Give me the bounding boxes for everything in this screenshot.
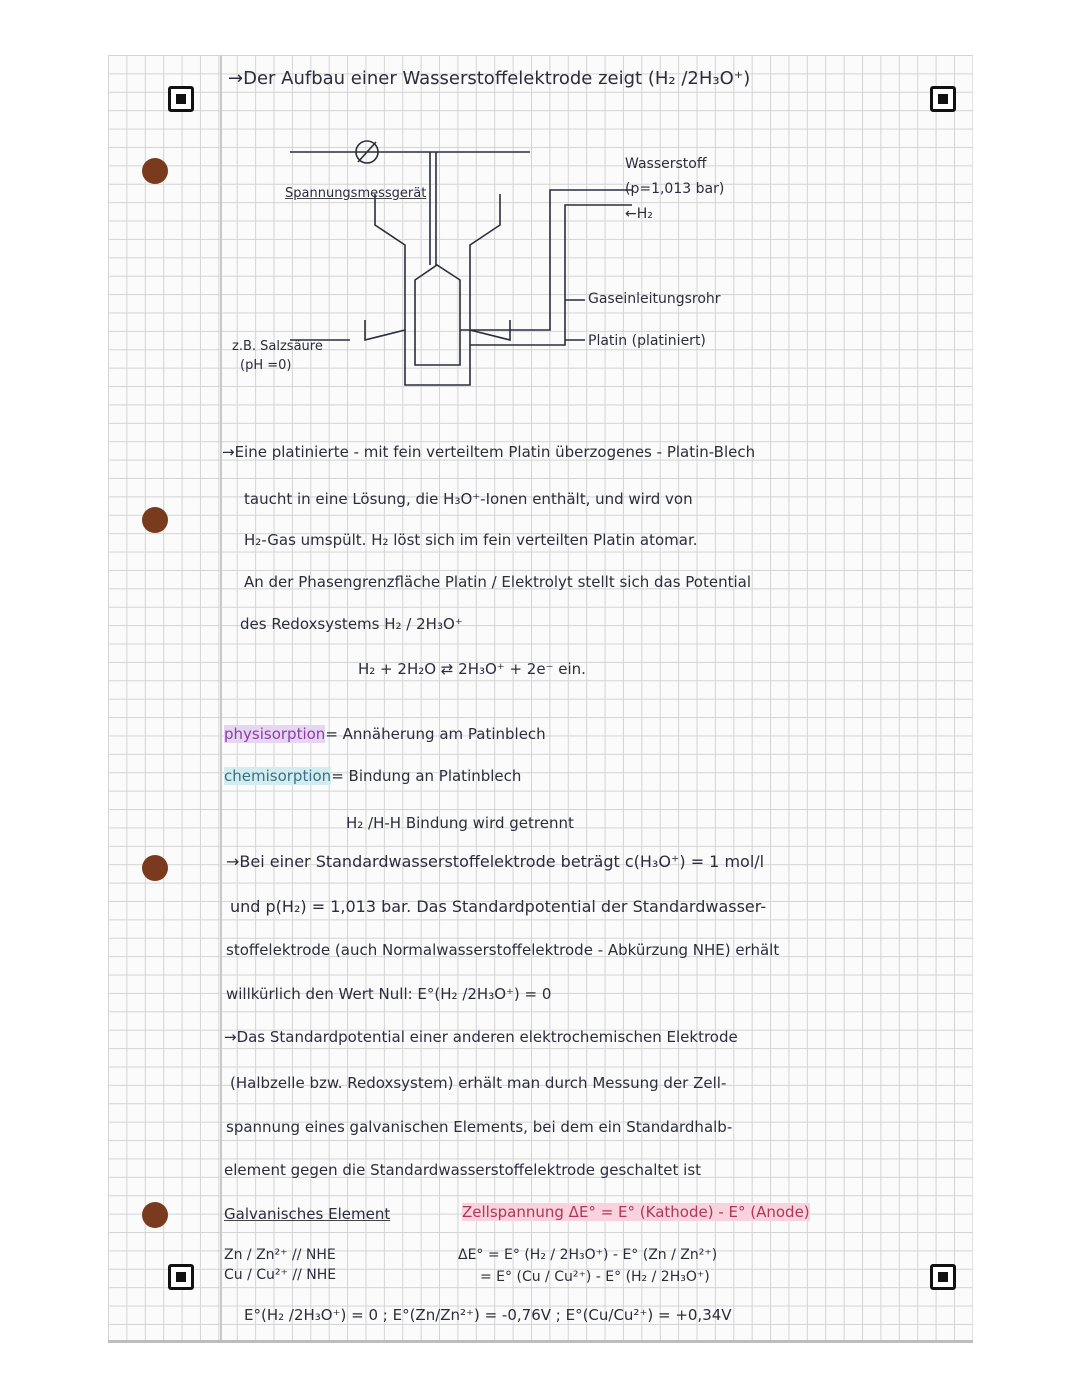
tube-label: Gaseinleitungsrohr — [588, 291, 721, 307]
cell-zinc: Zn / Zn²⁺ // NHE — [224, 1247, 336, 1263]
paragraph1-line3: H₂-Gas umspült. H₂ löst sich im fein verteilten Platin atomar. — [244, 531, 698, 549]
gas-inlet-tube — [460, 190, 632, 330]
corner-marker-bottom-right — [930, 1264, 956, 1290]
paragraph3-line1: →Das Standardpotential einer anderen elektrochemischen Elektrode — [224, 1028, 738, 1046]
paragraph3-line2: (Halbzelle bzw. Redoxsystem) erhält man durch Messung der Zell- — [230, 1074, 727, 1092]
gas-label: Wasserstoff — [625, 156, 707, 172]
delta-line-1: ΔE° = E° (H₂ / 2H₃O⁺) - E° (Zn / Zn²⁺) — [458, 1247, 718, 1263]
corner-marker-top-right — [930, 86, 956, 112]
cell-voltage-formula: Zellspannung ΔE° = E° (Kathode) - E° (Anode) — [462, 1203, 810, 1221]
paragraph1-line4: An der Phasengrenzfläche Platin / Elektrolyt stellt sich das Potential — [244, 573, 751, 591]
chemisorption-line — [224, 767, 521, 785]
punch-hole — [142, 158, 168, 184]
physisorption-line — [224, 725, 546, 743]
delta-line-2: = E° (Cu / Cu²⁺) - E° (H₂ / 2H₃O⁺) — [480, 1269, 710, 1285]
punch-hole — [142, 507, 168, 533]
chemisorption-term: chemisorption — [224, 767, 332, 785]
platinum-label: Platin (platiniert) — [588, 333, 706, 349]
punch-hole — [142, 855, 168, 881]
pressure-label: (p=1,013 bar) — [625, 181, 725, 197]
corner-marker-bottom-left — [168, 1264, 194, 1290]
ph-label: (pH =0) — [240, 358, 292, 373]
paragraph1-line2: taucht in eine Lösung, die H₃O⁺-Ionen enthält, und wird von — [244, 490, 693, 508]
paragraph2-line3: stoffelektrode (auch Normalwasserstoffelektrode - Abkürzung NHE) erhält — [226, 941, 780, 959]
punch-hole — [142, 1202, 168, 1228]
platinum-sheet — [415, 265, 460, 365]
paragraph2-line4: willkürlich den Wert Null: E°(H₂ /2H₃O⁺) = 0 — [226, 985, 552, 1003]
corner-marker-top-left — [168, 86, 194, 112]
paragraph2-line2: und p(H₂) = 1,013 bar. Das Standardpotential der Standardwasser- — [230, 897, 767, 916]
acid-label: z.B. Salzsäure — [232, 339, 323, 354]
paragraph2-line1: →Bei einer Standardwasserstoffelektrode beträgt c(H₃O⁺) = 1 mol/l — [226, 852, 765, 871]
paragraph1-line1: →Eine platinierte - mit fein verteiltem Platin überzogenes - Platin-Blech — [222, 443, 756, 461]
chemisorption-def: = Bindung an Platinblech — [331, 767, 522, 785]
paragraph1-line5: des Redoxsystems H₂ / 2H₃O⁺ — [240, 615, 463, 633]
galvanic-label: Galvanisches Element — [224, 1205, 391, 1223]
physisorption-term: physisorption — [224, 725, 326, 743]
standard-potentials: E°(H₂ /2H₃O⁺) = 0 ; E°(Zn/Zn²⁺) = -0,76V ; E°(Cu/Cu²⁺) = +0,34V — [244, 1306, 732, 1324]
cell-copper: Cu / Cu²⁺ // NHE — [224, 1267, 337, 1283]
physisorption-def: = Annäherung am Patinblech — [325, 725, 546, 743]
meter-label: Spannungsmessgerät — [285, 186, 427, 201]
paragraph3-line4: element gegen die Standardwasserstoffelektrode geschaltet ist — [224, 1161, 702, 1179]
reaction-equation: H₂ + 2H₂O ⇄ 2H₃O⁺ + 2e⁻ ein. — [358, 660, 586, 678]
bond-note: H₂ /H-H Bindung wird getrennt — [346, 814, 574, 832]
paragraph3-line3: spannung eines galvanischen Elements, bei dem ein Standardhalb- — [226, 1118, 733, 1136]
page-title: →Der Aufbau einer Wasserstoffelektrode zeigt (H₂ /2H₃O⁺) — [228, 68, 751, 89]
h2-arrow-label: ←H₂ — [625, 206, 653, 222]
hydrogen-electrode-diagram — [200, 130, 760, 430]
